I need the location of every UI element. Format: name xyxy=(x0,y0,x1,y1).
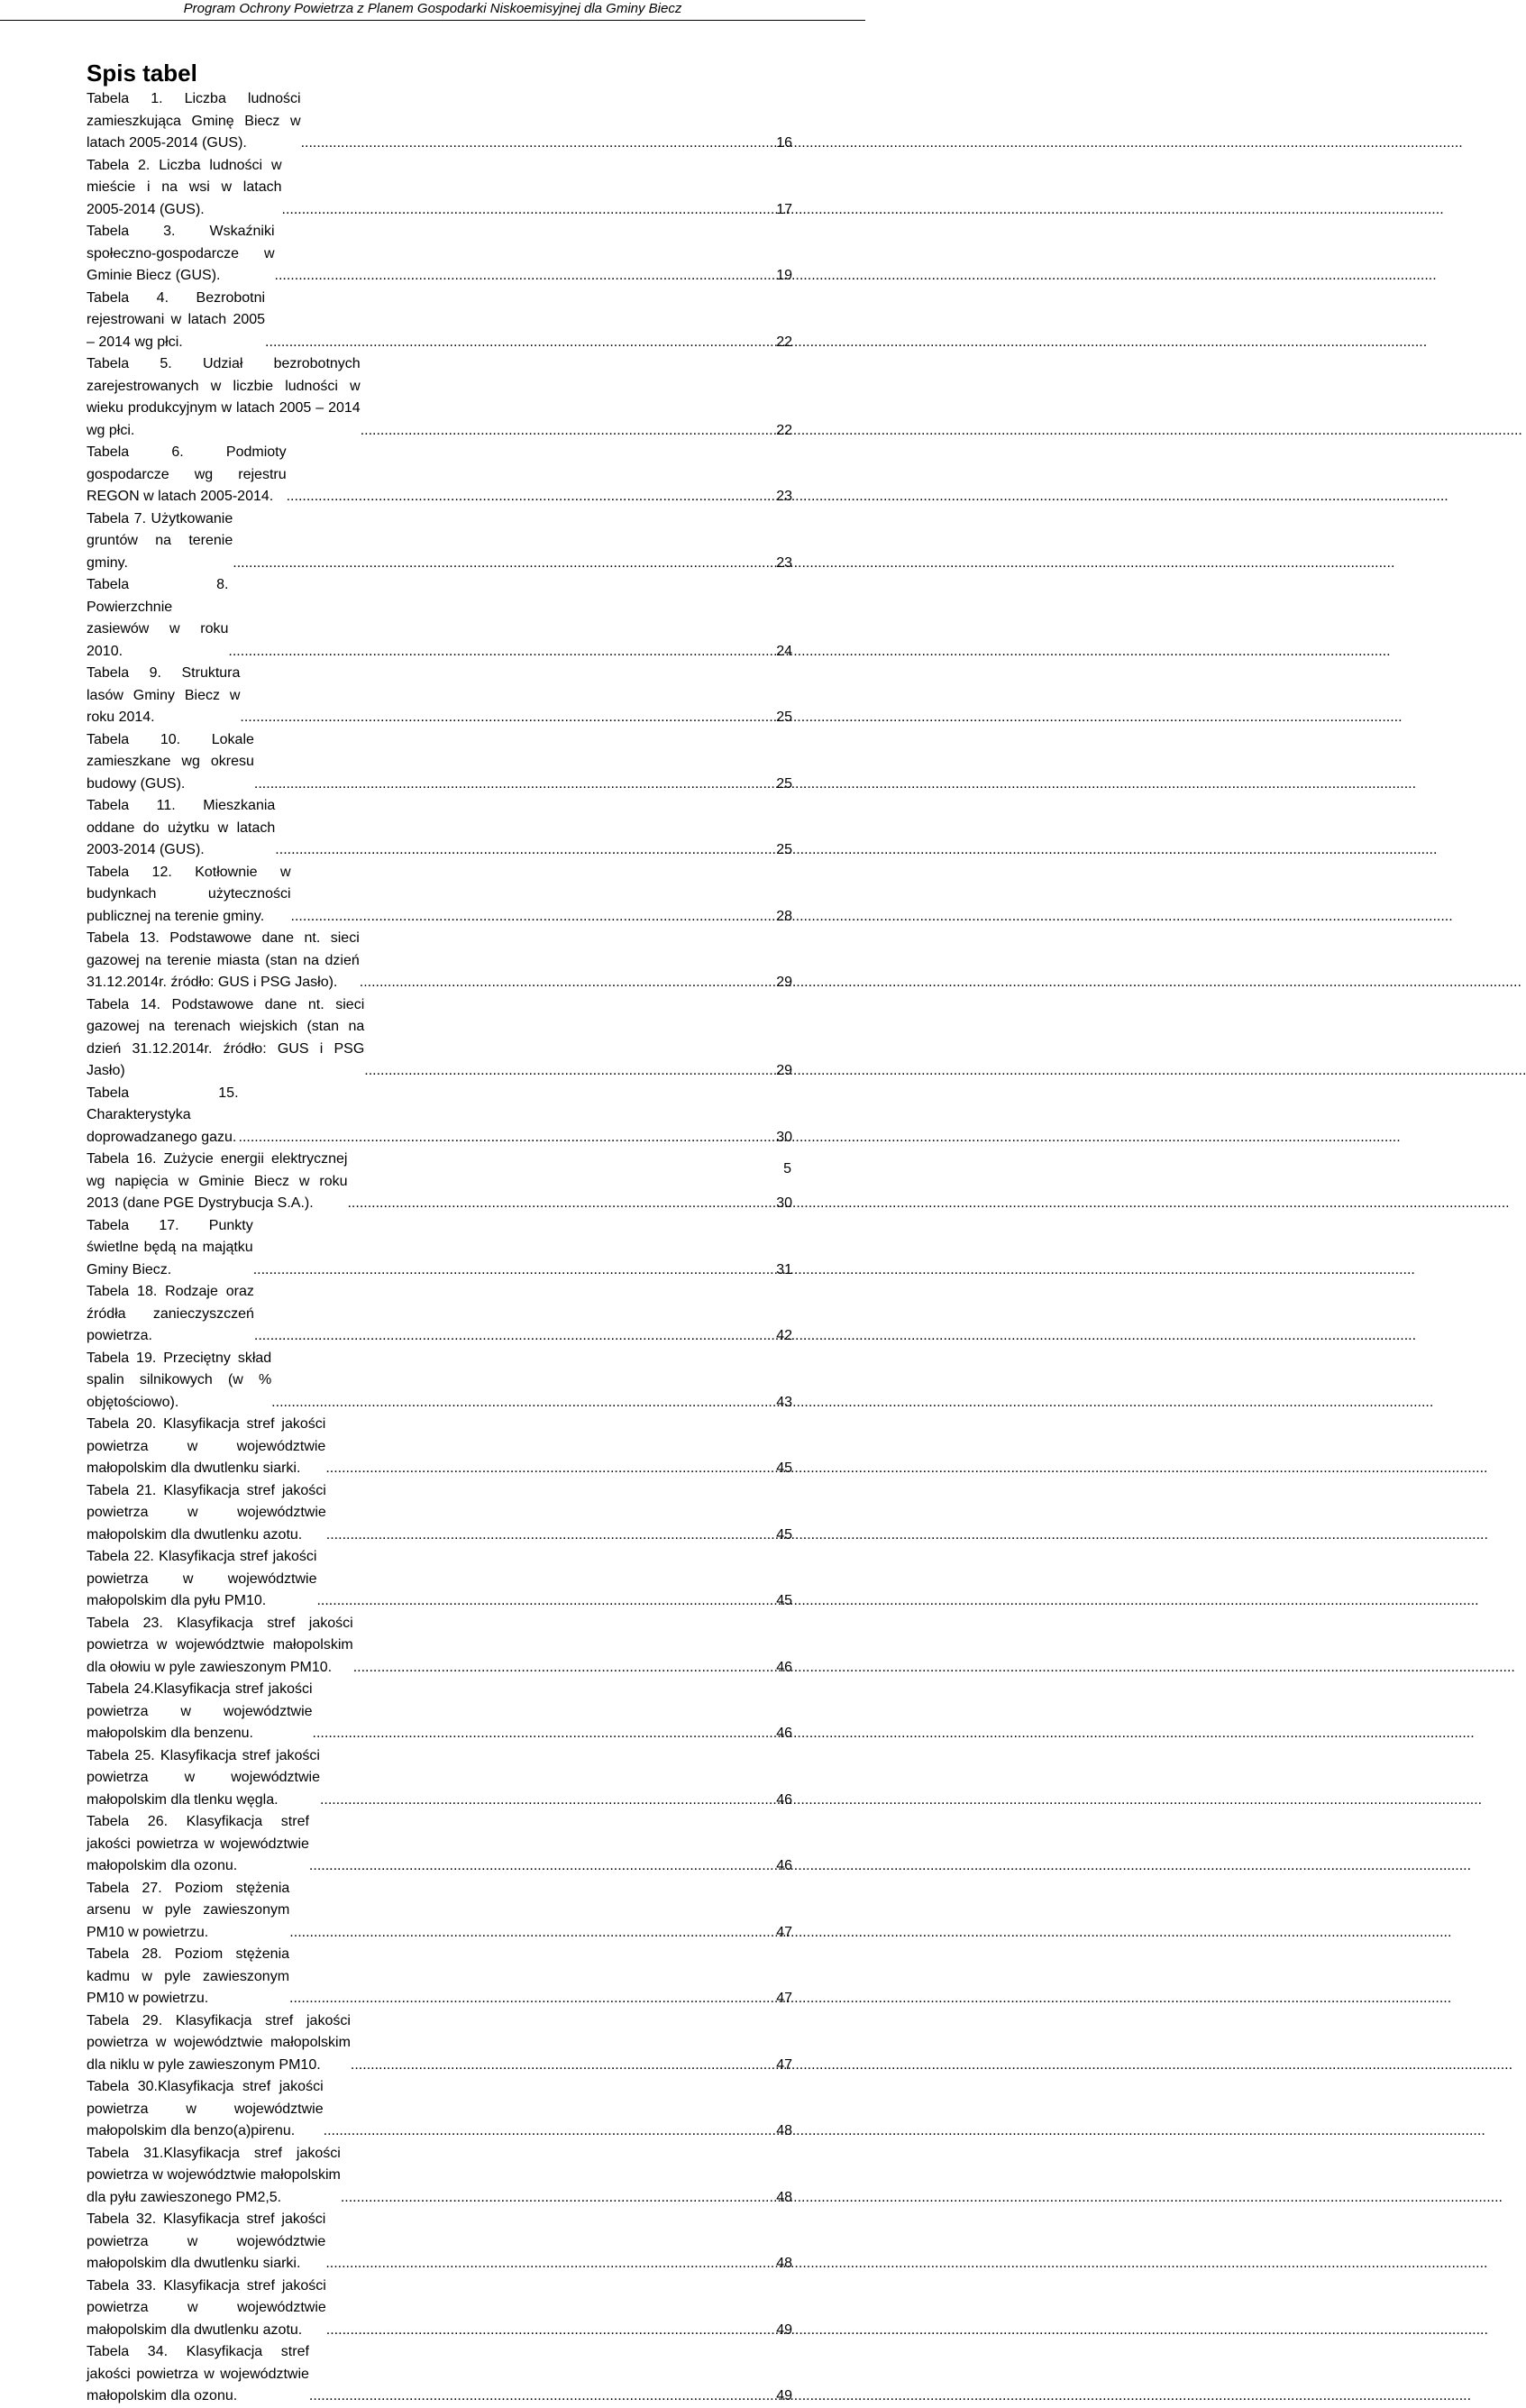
toc-entry[interactable] xyxy=(87,1480,792,1547)
toc-entry-page: 48 xyxy=(776,2123,792,2138)
toc-entry-text: Tabela 34. Klasyfikacja stref jakości powietrza w województwie małopolskim dla ozonu. xyxy=(87,2344,309,2403)
toc-entry[interactable] xyxy=(87,288,792,354)
dot-leader xyxy=(233,553,775,575)
toc-entry-text: Tabela 13. Podstawowe dane nt. sieci gazowej na terenie miasta (stan na dzień 31.12.2014r. źródło: GUS i PSG Jasło). xyxy=(87,930,360,990)
dot-leader xyxy=(341,2187,775,2210)
toc-entry[interactable] xyxy=(87,795,792,862)
toc-entry-page: 47 xyxy=(776,1924,792,1940)
toc-entry[interactable] xyxy=(87,1613,792,1680)
dot-leader xyxy=(240,707,775,729)
toc-entry-page: 25 xyxy=(776,775,792,792)
dot-leader xyxy=(325,2253,775,2275)
toc-entry-page: 45 xyxy=(776,1593,792,1608)
dot-leader xyxy=(253,1259,776,1282)
dot-leader xyxy=(351,2055,775,2077)
toc-entry[interactable] xyxy=(87,1944,792,2010)
toc-entry-page: 29 xyxy=(776,975,792,990)
toc-entry[interactable] xyxy=(87,2143,792,2210)
toc-entry[interactable] xyxy=(87,1083,792,1149)
toc-entry-text: Tabela 4. Bezrobotni rejestrowani w latach 2005 – 2014 wg płci. xyxy=(87,289,266,350)
toc-entry-text: Tabela 29. Klasyfikacja stref jakości powietrza w województwie małopolskim dla niklu w pyle zawieszonym PM10. xyxy=(87,2012,351,2073)
toc-entry-page: 17 xyxy=(776,201,792,217)
header-title: Program Ochrony Powietrza z Planem Gospodarki Niskoemisyjnej dla Gminy Biecz xyxy=(183,1,682,16)
toc-entry[interactable] xyxy=(87,1149,792,1215)
toc-entry-page: 23 xyxy=(776,554,792,571)
dot-leader xyxy=(275,839,775,862)
toc-entry-page: 46 xyxy=(776,1726,792,1741)
toc-entry-page: 30 xyxy=(776,1129,792,1145)
toc-entry-text: Tabela 32. Klasyfikacja stref jakości powietrza w województwie małopolskim dla dwutlenku siarki. xyxy=(87,2211,326,2271)
toc-entry[interactable] xyxy=(87,2275,792,2342)
dot-leader xyxy=(282,199,776,222)
toc-entry-page: 47 xyxy=(776,2056,792,2073)
toc-entry-page: 45 xyxy=(776,1526,792,1543)
table-of-contents xyxy=(87,88,792,2408)
toc-entry[interactable] xyxy=(87,442,792,508)
toc-entry-text: Tabela 11. Mieszkania oddane do użytku w latach 2003-2014 (GUS). xyxy=(87,798,276,857)
toc-entry-text: Tabela 18. Rodzaje oraz źródła zanieczyszczeń powietrza. xyxy=(87,1284,254,1343)
toc-entry[interactable] xyxy=(87,729,792,796)
toc-entry-page: 30 xyxy=(776,1195,792,1211)
toc-entry-text: Tabela 9. Struktura lasów Gminy Biecz w roku 2014. xyxy=(87,665,241,725)
dot-leader xyxy=(316,1590,775,1613)
toc-entry[interactable] xyxy=(87,1745,792,1812)
dot-leader xyxy=(353,1657,776,1680)
page-header xyxy=(0,0,865,21)
dot-leader xyxy=(291,906,776,929)
toc-entry[interactable] xyxy=(87,353,792,442)
dot-leader xyxy=(347,1193,775,1215)
toc-entry-page: 23 xyxy=(776,489,792,504)
dot-leader xyxy=(309,2385,775,2408)
toc-entry-page: 28 xyxy=(776,908,792,924)
toc-entry-page: 22 xyxy=(776,334,792,350)
toc-entry-text: Tabela 27. Poziom stężenia arsenu w pyle zawieszonym PM10 w powietrzu. xyxy=(87,1880,290,1940)
toc-entry[interactable] xyxy=(87,1414,792,1480)
toc-entry[interactable] xyxy=(87,663,792,729)
page-number: 5 xyxy=(783,1161,791,1177)
toc-entry-page: 45 xyxy=(776,1460,792,1476)
dot-leader xyxy=(324,2120,776,2143)
toc-entry-page: 48 xyxy=(776,2189,792,2205)
toc-entry-text: Tabela 12. Kotłownie w budynkach użyteczności publicznej na terenie gminy. xyxy=(87,864,291,924)
toc-entry-page: 47 xyxy=(776,1991,792,2006)
toc-entry[interactable] xyxy=(87,574,792,663)
toc-entry-page: 29 xyxy=(776,1063,792,1078)
dot-leader xyxy=(254,774,775,796)
toc-entry[interactable] xyxy=(87,2010,792,2077)
toc-entry-text: Tabela 22. Klasyfikacja stref jakości powietrza w województwie małopolskim dla pyłu PM10. xyxy=(87,1549,317,1608)
toc-entry[interactable] xyxy=(87,1348,792,1415)
dot-leader xyxy=(361,420,776,443)
toc-entry[interactable] xyxy=(87,928,792,994)
toc-entry-text: Tabela 14. Podstawowe dane nt. sieci gazowej na terenach wiejskich (stan na dzień 31.12.2014r. źródło: GUS i PSG Jasło) xyxy=(87,996,365,1078)
toc-entry[interactable] xyxy=(87,88,792,155)
toc-entry-text: Tabela 8. Powierzchnie zasiewów w roku 2010. xyxy=(87,577,229,659)
toc-entry-page: 31 xyxy=(776,1261,792,1277)
toc-entry[interactable] xyxy=(87,1811,792,1878)
toc-entry-text: Tabela 31.Klasyfikacja stref jakości powietrza w województwie małopolskim dla pyłu zawieszonego PM2,5. xyxy=(87,2145,341,2205)
dot-leader xyxy=(364,1060,775,1083)
dot-leader xyxy=(254,1325,775,1348)
toc-entry[interactable] xyxy=(87,862,792,929)
toc-entry-text: Tabela 1. Liczba ludności zamieszkująca Gminę Biecz w latach 2005-2014 (GUS). xyxy=(87,91,301,151)
dot-leader xyxy=(320,1790,775,1812)
dot-leader xyxy=(239,1127,776,1149)
toc-entry[interactable] xyxy=(87,1679,792,1745)
toc-entry-text: Tabela 28. Poziom stężenia kadmu w pyle zawieszonym PM10 w powietrzu. xyxy=(87,1946,290,2006)
toc-entry[interactable] xyxy=(87,1215,792,1282)
dot-leader xyxy=(289,1988,775,2010)
toc-entry[interactable] xyxy=(87,1546,792,1613)
toc-entry-page: 24 xyxy=(776,643,792,659)
toc-entry-text: Tabela 2. Liczba ludności w mieście i na wsi w latach 2005-2014 (GUS). xyxy=(87,157,282,217)
toc-entry[interactable] xyxy=(87,221,792,288)
dot-leader xyxy=(360,972,775,994)
dot-leader xyxy=(309,1855,775,1878)
dot-leader xyxy=(287,486,776,508)
toc-entry-text: Tabela 5. Udział bezrobotnych zarejestrowanych w liczbie ludności w wieku produkcyjnym w latach 2005 – 2014 wg płci. xyxy=(87,356,361,438)
toc-entry-text: Tabela 7. Użytkowanie gruntów na terenie gminy. xyxy=(87,510,233,571)
toc-title: Spis tabel xyxy=(87,60,197,87)
toc-entry-page: 48 xyxy=(776,2256,792,2271)
toc-entry-page: 49 xyxy=(776,2388,792,2403)
toc-entry-page: 25 xyxy=(776,842,792,857)
dot-leader xyxy=(313,1723,776,1745)
toc-entry-text: Tabela 20. Klasyfikacja stref jakości powietrza w województwie małopolskim dla dwutlenku siarki. xyxy=(87,1416,326,1476)
dot-leader xyxy=(271,1392,775,1415)
dot-leader xyxy=(265,332,775,354)
toc-entry-page: 22 xyxy=(776,422,792,438)
toc-entry-text: Tabela 25. Klasyfikacja stref jakości powietrza w województwie małopolskim dla tlenku węgla. xyxy=(87,1747,320,1808)
toc-entry-text: Tabela 26. Klasyfikacja stref jakości powietrza w województwie małopolskim dla ozonu. xyxy=(87,1814,309,1873)
dot-leader xyxy=(301,133,776,155)
toc-entry-page: 43 xyxy=(776,1394,792,1410)
toc-entry-page: 49 xyxy=(776,2321,792,2338)
toc-entry[interactable] xyxy=(87,508,792,575)
toc-entry-page: 46 xyxy=(776,1791,792,1808)
toc-entry[interactable] xyxy=(87,1878,792,1945)
toc-entry-page: 46 xyxy=(776,1858,792,1873)
dot-leader xyxy=(275,265,776,288)
toc-entry-text: Tabela 23. Klasyfikacja stref jakości powietrza w województwie małopolskim dla ołowiu w pyle zawieszonym PM10. xyxy=(87,1615,353,1675)
dot-leader xyxy=(289,1922,775,1945)
toc-entry-page: 19 xyxy=(776,268,792,283)
toc-entry-text: Tabela 3. Wskaźniki społeczno-gospodarcze w Gminie Biecz (GUS). xyxy=(87,224,275,283)
dot-leader xyxy=(326,1524,775,1547)
toc-entry-text: Tabela 33. Klasyfikacja stref jakości powietrza w województwie małopolskim dla dwutlenku azotu. xyxy=(87,2277,326,2338)
toc-entry-text: Tabela 10. Lokale zamieszkane wg okresu budowy (GUS). xyxy=(87,731,254,792)
toc-entry-text: Tabela 21. Klasyfikacja stref jakości powietrza w województwie małopolskim dla dwutlenku azotu. xyxy=(87,1482,326,1543)
toc-entry-text: Tabela 16. Zużycie energii elektrycznej wg napięcia w Gminie Biecz w roku 2013 (dane PGE Dystrybucja S.A.). xyxy=(87,1151,348,1211)
toc-entry-text: Tabela 24.Klasyfikacja stref jakości powietrza w województwie małopolskim dla benzenu. xyxy=(87,1681,313,1741)
toc-entry[interactable] xyxy=(87,2341,792,2408)
toc-entry[interactable] xyxy=(87,2076,792,2143)
toc-entry-text: Tabela 30.Klasyfikacja stref jakości powietrza w województwie małopolskim dla benzo(a)pirenu. xyxy=(87,2079,324,2138)
dot-leader xyxy=(228,641,775,664)
toc-entry-page: 46 xyxy=(776,1659,792,1675)
toc-entry[interactable] xyxy=(87,2209,792,2275)
toc-entry-text: Tabela 19. Przeciętny skład spalin silnikowych (w % objętościowo). xyxy=(87,1350,272,1410)
toc-entry-text: Tabela 15. Charakterystyka doprowadzanego gazu. xyxy=(87,1085,239,1145)
toc-entry-page: 42 xyxy=(776,1328,792,1343)
toc-entry[interactable] xyxy=(87,155,792,222)
toc-entry[interactable] xyxy=(87,994,792,1083)
toc-entry-text: Tabela 17. Punkty świetlne będą na majątku Gminy Biecz. xyxy=(87,1217,253,1277)
dot-leader xyxy=(325,1458,775,1480)
toc-entry[interactable] xyxy=(87,1281,792,1348)
dot-leader xyxy=(326,2320,775,2342)
toc-entry-page: 16 xyxy=(776,135,792,151)
toc-entry-text: Tabela 6. Podmioty gospodarcze wg rejestru REGON w latach 2005-2014. xyxy=(87,444,287,504)
toc-entry-page: 25 xyxy=(776,710,792,725)
